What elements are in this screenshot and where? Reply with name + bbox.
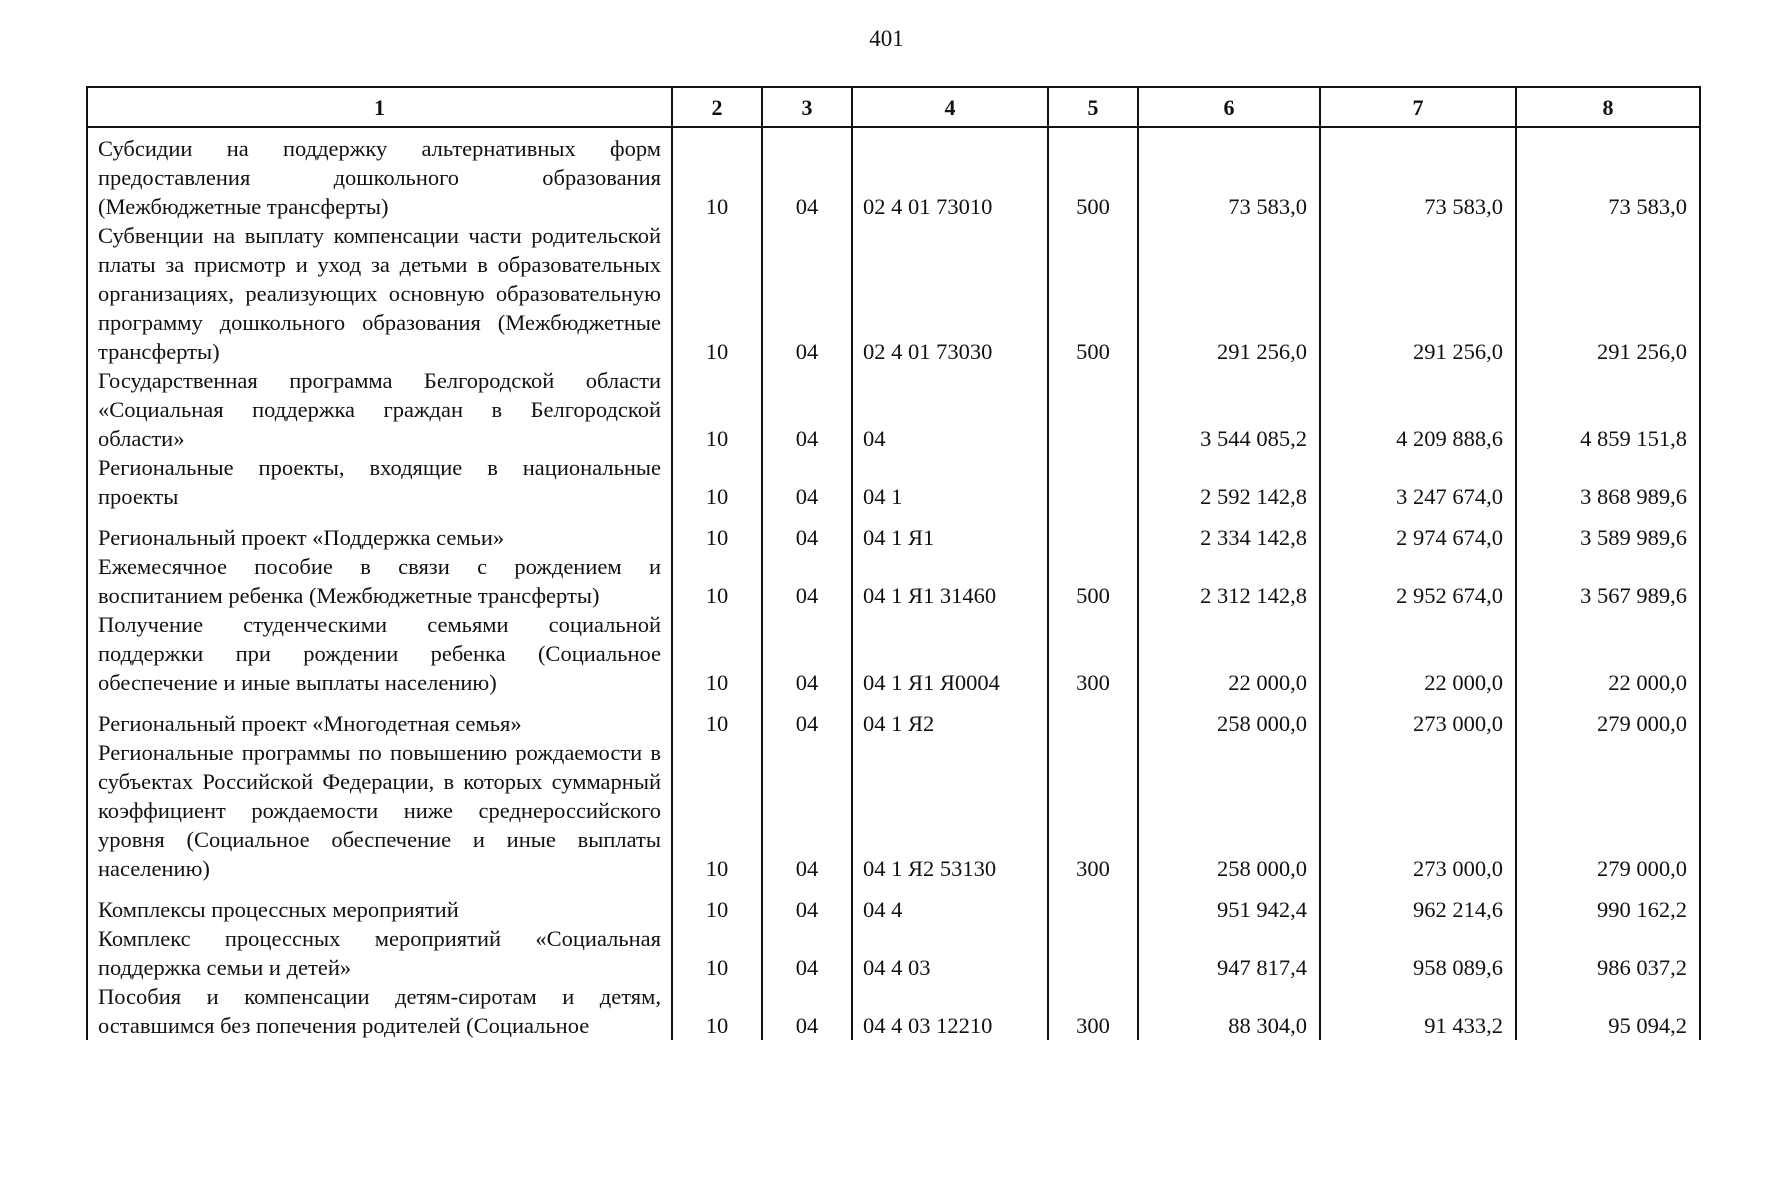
amount-col-7: 4 209 888,6 [1320,366,1516,453]
section-code: 10 [672,127,762,221]
budget-table [86,86,1701,1040]
section-code: 10 [672,511,762,552]
subsection-code: 04 [762,697,852,738]
item-name: Региональные проекты, входящие в национальные проекты [87,453,672,511]
amount-col-8: 279 000,0 [1516,697,1700,738]
amount-col-7: 958 089,6 [1320,924,1516,982]
amount-col-7: 273 000,0 [1320,697,1516,738]
expense-type-code: 300 [1048,982,1138,1040]
subsection-code: 04 [762,610,852,697]
amount-col-6: 88 304,0 [1138,982,1320,1040]
section-code: 10 [672,982,762,1040]
amount-col-6: 22 000,0 [1138,610,1320,697]
target-article-code: 02 4 01 73030 [852,221,1048,366]
section-code: 10 [672,366,762,453]
table-row [87,982,1700,1040]
item-name: Комплексы процессных мероприятий [87,883,672,924]
amount-col-6: 947 817,4 [1138,924,1320,982]
amount-col-8: 95 094,2 [1516,982,1700,1040]
table-row [87,924,1700,982]
item-name: Региональный проект «Поддержка семьи» [87,511,672,552]
table-row [87,221,1700,366]
amount-col-6: 2 312 142,8 [1138,552,1320,610]
section-code: 10 [672,552,762,610]
subsection-code: 04 [762,552,852,610]
amount-col-7: 291 256,0 [1320,221,1516,366]
column-header: 5 [1048,87,1138,127]
section-code: 10 [672,453,762,511]
item-name: Субсидии на поддержку альтернативных форм предоставления дошкольного образования (Межбюджетные трансферты) [87,127,672,221]
section-code: 10 [672,221,762,366]
expense-type-code [1048,883,1138,924]
target-article-code: 02 4 01 73010 [852,127,1048,221]
target-article-code: 04 [852,366,1048,453]
amount-col-6: 951 942,4 [1138,883,1320,924]
table-row [87,453,1700,511]
subsection-code: 04 [762,982,852,1040]
amount-col-6: 2 334 142,8 [1138,511,1320,552]
subsection-code: 04 [762,511,852,552]
expense-type-code [1048,924,1138,982]
section-code: 10 [672,883,762,924]
item-name: Получение студенческими семьями социальной поддержки при рождении ребенка (Социальное обеспечение и иные выплаты населению) [87,610,672,697]
expense-type-code: 500 [1048,221,1138,366]
amount-col-6: 291 256,0 [1138,221,1320,366]
expense-type-code [1048,697,1138,738]
table-row [87,366,1700,453]
amount-col-7: 73 583,0 [1320,127,1516,221]
expense-type-code: 500 [1048,552,1138,610]
column-header: 7 [1320,87,1516,127]
item-name: Государственная программа Белгородской области «Социальная поддержка граждан в Белгородской области» [87,366,672,453]
amount-col-7: 3 247 674,0 [1320,453,1516,511]
subsection-code: 04 [762,453,852,511]
amount-col-8: 990 162,2 [1516,883,1700,924]
table-row [87,552,1700,610]
expense-type-code [1048,366,1138,453]
item-name: Пособия и компенсации детям-сиротам и детям, оставшимся без попечения родителей (Социальное [87,982,672,1040]
table-row [87,883,1700,924]
column-header: 2 [672,87,762,127]
amount-col-6: 258 000,0 [1138,697,1320,738]
amount-col-7: 91 433,2 [1320,982,1516,1040]
section-code: 10 [672,924,762,982]
subsection-code: 04 [762,924,852,982]
item-name: Субвенции на выплату компенсации части родительской платы за присмотр и уход за детьми в образовательных организациях, реализующих основную образовательную программу дошкольного образования (Межбюджетные трансферты) [87,221,672,366]
column-header: 3 [762,87,852,127]
target-article-code: 04 1 Я1 Я0004 [852,610,1048,697]
target-article-code: 04 1 Я2 53130 [852,738,1048,883]
table-row [87,738,1700,883]
page-number: 401 [869,26,904,51]
column-header: 4 [852,87,1048,127]
item-name: Ежемесячное пособие в связи с рождением и воспитанием ребенка (Межбюджетные трансферты) [87,552,672,610]
amount-col-8: 3 868 989,6 [1516,453,1700,511]
target-article-code: 04 1 Я1 31460 [852,552,1048,610]
item-name: Региональный проект «Многодетная семья» [87,697,672,738]
amount-col-7: 22 000,0 [1320,610,1516,697]
amount-col-6: 258 000,0 [1138,738,1320,883]
expense-type-code [1048,511,1138,552]
amount-col-7: 2 952 674,0 [1320,552,1516,610]
item-name: Комплекс процессных мероприятий «Социальная поддержка семьи и детей» [87,924,672,982]
amount-col-6: 73 583,0 [1138,127,1320,221]
target-article-code: 04 1 Я1 [852,511,1048,552]
table-row [87,610,1700,697]
subsection-code: 04 [762,883,852,924]
table-row [87,511,1700,552]
expense-type-code [1048,453,1138,511]
table-row [87,127,1700,221]
amount-col-6: 3 544 085,2 [1138,366,1320,453]
subsection-code: 04 [762,221,852,366]
amount-col-8: 3 589 989,6 [1516,511,1700,552]
target-article-code: 04 4 [852,883,1048,924]
amount-col-8: 279 000,0 [1516,738,1700,883]
target-article-code: 04 4 03 [852,924,1048,982]
amount-col-8: 291 256,0 [1516,221,1700,366]
expense-type-code: 300 [1048,610,1138,697]
subsection-code: 04 [762,738,852,883]
section-code: 10 [672,738,762,883]
amount-col-6: 2 592 142,8 [1138,453,1320,511]
column-header: 1 [87,87,672,127]
item-name: Региональные программы по повышению рождаемости в субъектах Российской Федерации, в которых суммарный коэффициент рождаемости ниже среднероссийского уровня (Социальное обеспечение и иные выплаты населению) [87,738,672,883]
target-article-code: 04 1 [852,453,1048,511]
column-header: 6 [1138,87,1320,127]
subsection-code: 04 [762,127,852,221]
column-header: 8 [1516,87,1700,127]
amount-col-7: 2 974 674,0 [1320,511,1516,552]
amount-col-8: 986 037,2 [1516,924,1700,982]
amount-col-7: 273 000,0 [1320,738,1516,883]
subsection-code: 04 [762,366,852,453]
table-row [87,697,1700,738]
section-code: 10 [672,697,762,738]
target-article-code: 04 1 Я2 [852,697,1048,738]
expense-type-code: 500 [1048,127,1138,221]
section-code: 10 [672,610,762,697]
target-article-code: 04 4 03 12210 [852,982,1048,1040]
amount-col-8: 4 859 151,8 [1516,366,1700,453]
amount-col-8: 22 000,0 [1516,610,1700,697]
amount-col-8: 73 583,0 [1516,127,1700,221]
expense-type-code: 300 [1048,738,1138,883]
header-row [87,87,1700,127]
amount-col-7: 962 214,6 [1320,883,1516,924]
amount-col-8: 3 567 989,6 [1516,552,1700,610]
